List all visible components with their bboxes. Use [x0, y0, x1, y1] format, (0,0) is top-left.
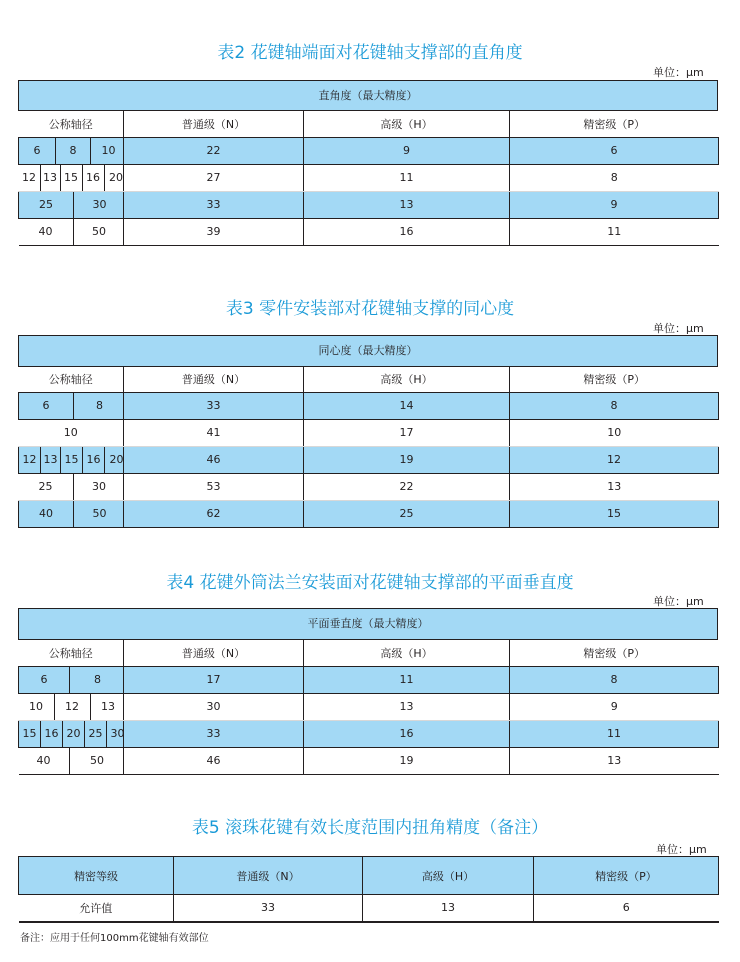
table-row — [19, 164, 719, 191]
tolerance-value: 13 — [304, 191, 510, 218]
diameter-cell — [19, 666, 124, 693]
table5-col-high: 高级（H） — [363, 857, 534, 895]
tolerance-value: 16 — [304, 218, 510, 245]
t4-col-header: 公称轴径 — [19, 640, 124, 666]
table3-title: 表3 零件安装部对花键轴支撑的同心度 — [225, 299, 515, 319]
tolerance-value: 46 — [124, 747, 304, 774]
tolerance-value: 8 — [510, 392, 719, 419]
table-row — [19, 500, 719, 527]
diameter-value: 25 — [85, 721, 107, 747]
table3-unit: 单位：μm — [653, 322, 704, 335]
table5-title: 表5 滚珠花键有效长度范围内扭角精度（备注） — [191, 818, 549, 838]
tolerance-value: 41 — [124, 419, 304, 446]
diameter-value: 50 — [74, 501, 126, 527]
table4-title: 表4 花键外筒法兰安装面对花键轴支撑部的平面垂直度 — [166, 573, 574, 593]
diameter-value: 20 — [63, 721, 85, 747]
diameter-value: 30 — [74, 192, 126, 218]
tolerance-value: 53 — [124, 473, 304, 500]
t3-col-header: 普通级（N） — [124, 367, 304, 392]
diameter-value: 40 — [19, 219, 74, 245]
tolerance-value: 27 — [124, 164, 304, 191]
t4-col-header-row — [19, 640, 719, 666]
table4 — [18, 608, 718, 775]
diameter-value: 25 — [19, 192, 74, 218]
diameter-value: 12 — [54, 694, 90, 720]
diameter-value: 13 — [101, 700, 115, 713]
diameter-value: 10 — [63, 426, 78, 439]
diameter-value: 13 — [41, 447, 61, 473]
t2-col-header-row — [19, 111, 719, 137]
tolerance-value: 12 — [510, 446, 719, 473]
tolerance-value: 46 — [124, 446, 304, 473]
diameter-cell — [19, 164, 124, 191]
table3 — [18, 335, 718, 528]
table2-body — [18, 111, 719, 246]
tolerance-value: 13 — [510, 473, 719, 500]
table-row — [19, 137, 719, 164]
diameter-value: 20 — [109, 171, 123, 184]
tolerance-value: 39 — [124, 218, 304, 245]
diameter-value: 6 — [19, 667, 70, 693]
table-row — [19, 473, 719, 500]
diameter-value: 15 — [61, 447, 83, 473]
diameter-value: 30 — [107, 721, 129, 747]
tolerance-value: 8 — [510, 666, 719, 693]
t4-col-header: 高级（H） — [304, 640, 510, 666]
table5-body — [18, 856, 719, 923]
table5-row — [19, 895, 719, 922]
diameter-value: 12 — [19, 165, 41, 191]
t2-col-header: 普通级（N） — [124, 111, 304, 137]
diameter-value: 30 — [92, 480, 106, 493]
diameter-cell — [19, 446, 124, 473]
diameter-cell — [19, 720, 124, 747]
table5-col-normal: 普通级（N） — [174, 857, 363, 895]
diameter-value: 16 — [41, 721, 63, 747]
t3-col-header-row — [19, 367, 719, 392]
table5-cell-precision: 6 — [534, 895, 719, 922]
tolerance-value: 25 — [304, 500, 510, 527]
table3-header: 同心度（最大精度） — [18, 335, 718, 367]
table4-unit: 单位：μm — [653, 595, 704, 608]
diameter-value: 50 — [92, 225, 106, 238]
table5-row-label: 允许值 — [19, 895, 174, 922]
tolerance-value: 19 — [304, 446, 510, 473]
table5 — [18, 856, 718, 923]
tolerance-value: 33 — [124, 191, 304, 218]
diameter-value: 40 — [19, 501, 74, 527]
table-row — [19, 446, 719, 473]
table4-body — [18, 640, 719, 775]
diameter-cell — [19, 137, 124, 164]
tolerance-value: 13 — [510, 747, 719, 774]
tolerance-value: 11 — [304, 666, 510, 693]
table-row — [19, 419, 719, 446]
tolerance-value: 30 — [124, 693, 304, 720]
diameter-cell — [19, 419, 124, 446]
t2-col-header: 公称轴径 — [19, 111, 124, 137]
table-row — [19, 666, 719, 693]
table-row — [19, 218, 719, 245]
table-row — [19, 392, 719, 419]
diameter-value: 13 — [40, 165, 60, 191]
diameter-value: 10 — [19, 694, 55, 720]
table2-header: 直角度（最大精度） — [18, 80, 718, 111]
tolerance-value: 9 — [510, 191, 719, 218]
tolerance-value: 9 — [510, 693, 719, 720]
diameter-cell — [19, 473, 124, 500]
tolerance-value: 22 — [304, 473, 510, 500]
diameter-value: 40 — [19, 748, 70, 774]
tolerance-value: 8 — [510, 164, 719, 191]
diameter-value: 10 — [91, 138, 127, 164]
tolerance-value: 19 — [304, 747, 510, 774]
table2-title: 表2 花键轴端面对花键轴支撑部的直角度 — [217, 43, 523, 63]
tolerance-value: 22 — [124, 137, 304, 164]
diameter-value: 20 — [105, 447, 129, 473]
t3-col-header: 公称轴径 — [19, 367, 124, 392]
diameter-value: 15 — [19, 721, 41, 747]
tolerance-value: 33 — [124, 720, 304, 747]
tolerance-value: 62 — [124, 500, 304, 527]
diameter-value: 15 — [60, 165, 82, 191]
tolerance-value: 13 — [304, 693, 510, 720]
tolerance-value: 11 — [510, 218, 719, 245]
tolerance-value: 17 — [124, 666, 304, 693]
t3-col-header: 精密级（P） — [510, 367, 719, 392]
diameter-value: 8 — [56, 138, 91, 164]
diameter-cell — [19, 218, 124, 245]
tolerance-value: 11 — [510, 720, 719, 747]
diameter-value: 12 — [19, 447, 41, 473]
tolerance-value: 6 — [510, 137, 719, 164]
table-row — [19, 693, 719, 720]
tolerance-value: 14 — [304, 392, 510, 419]
diameter-cell — [19, 693, 124, 720]
table4-header: 平面垂直度（最大精度） — [18, 608, 718, 640]
table5-cell-high: 13 — [363, 895, 534, 922]
diameter-value: 25 — [19, 474, 74, 500]
diameter-cell — [19, 191, 124, 218]
t4-col-header: 精密级（P） — [510, 640, 719, 666]
table-row — [19, 191, 719, 218]
t2-col-header: 精密级（P） — [510, 111, 719, 137]
table2 — [18, 80, 718, 246]
table-row — [19, 747, 719, 774]
table5-cell-normal: 33 — [174, 895, 363, 922]
diameter-value: 6 — [19, 393, 74, 419]
diameter-cell — [19, 392, 124, 419]
table-row — [19, 720, 719, 747]
t4-col-header: 普通级（N） — [124, 640, 304, 666]
table3-body — [18, 367, 719, 528]
diameter-value: 8 — [70, 667, 126, 693]
table5-col-precision: 精密级（P） — [534, 857, 719, 895]
tolerance-value: 11 — [304, 164, 510, 191]
t2-col-header: 高级（H） — [304, 111, 510, 137]
tolerance-value: 17 — [304, 419, 510, 446]
t3-col-header: 高级（H） — [304, 367, 510, 392]
tolerance-value: 9 — [304, 137, 510, 164]
table5-unit: 单位：μm — [656, 843, 707, 856]
tolerance-value: 16 — [304, 720, 510, 747]
tolerance-value: 10 — [510, 419, 719, 446]
diameter-value: 50 — [90, 754, 104, 767]
diameter-cell — [19, 747, 124, 774]
diameter-value: 8 — [74, 393, 126, 419]
table5-header-row — [19, 857, 719, 895]
table5-col-grade: 精密等级 — [19, 857, 174, 895]
tolerance-value: 15 — [510, 500, 719, 527]
diameter-value: 16 — [82, 165, 104, 191]
diameter-cell — [19, 500, 124, 527]
footnote: 备注：应用于任何100mm花键轴有效部位 — [20, 933, 209, 944]
diameter-value: 6 — [19, 138, 56, 164]
tolerance-value: 33 — [124, 392, 304, 419]
table2-unit: 单位：μm — [653, 66, 704, 79]
diameter-value: 16 — [83, 447, 105, 473]
